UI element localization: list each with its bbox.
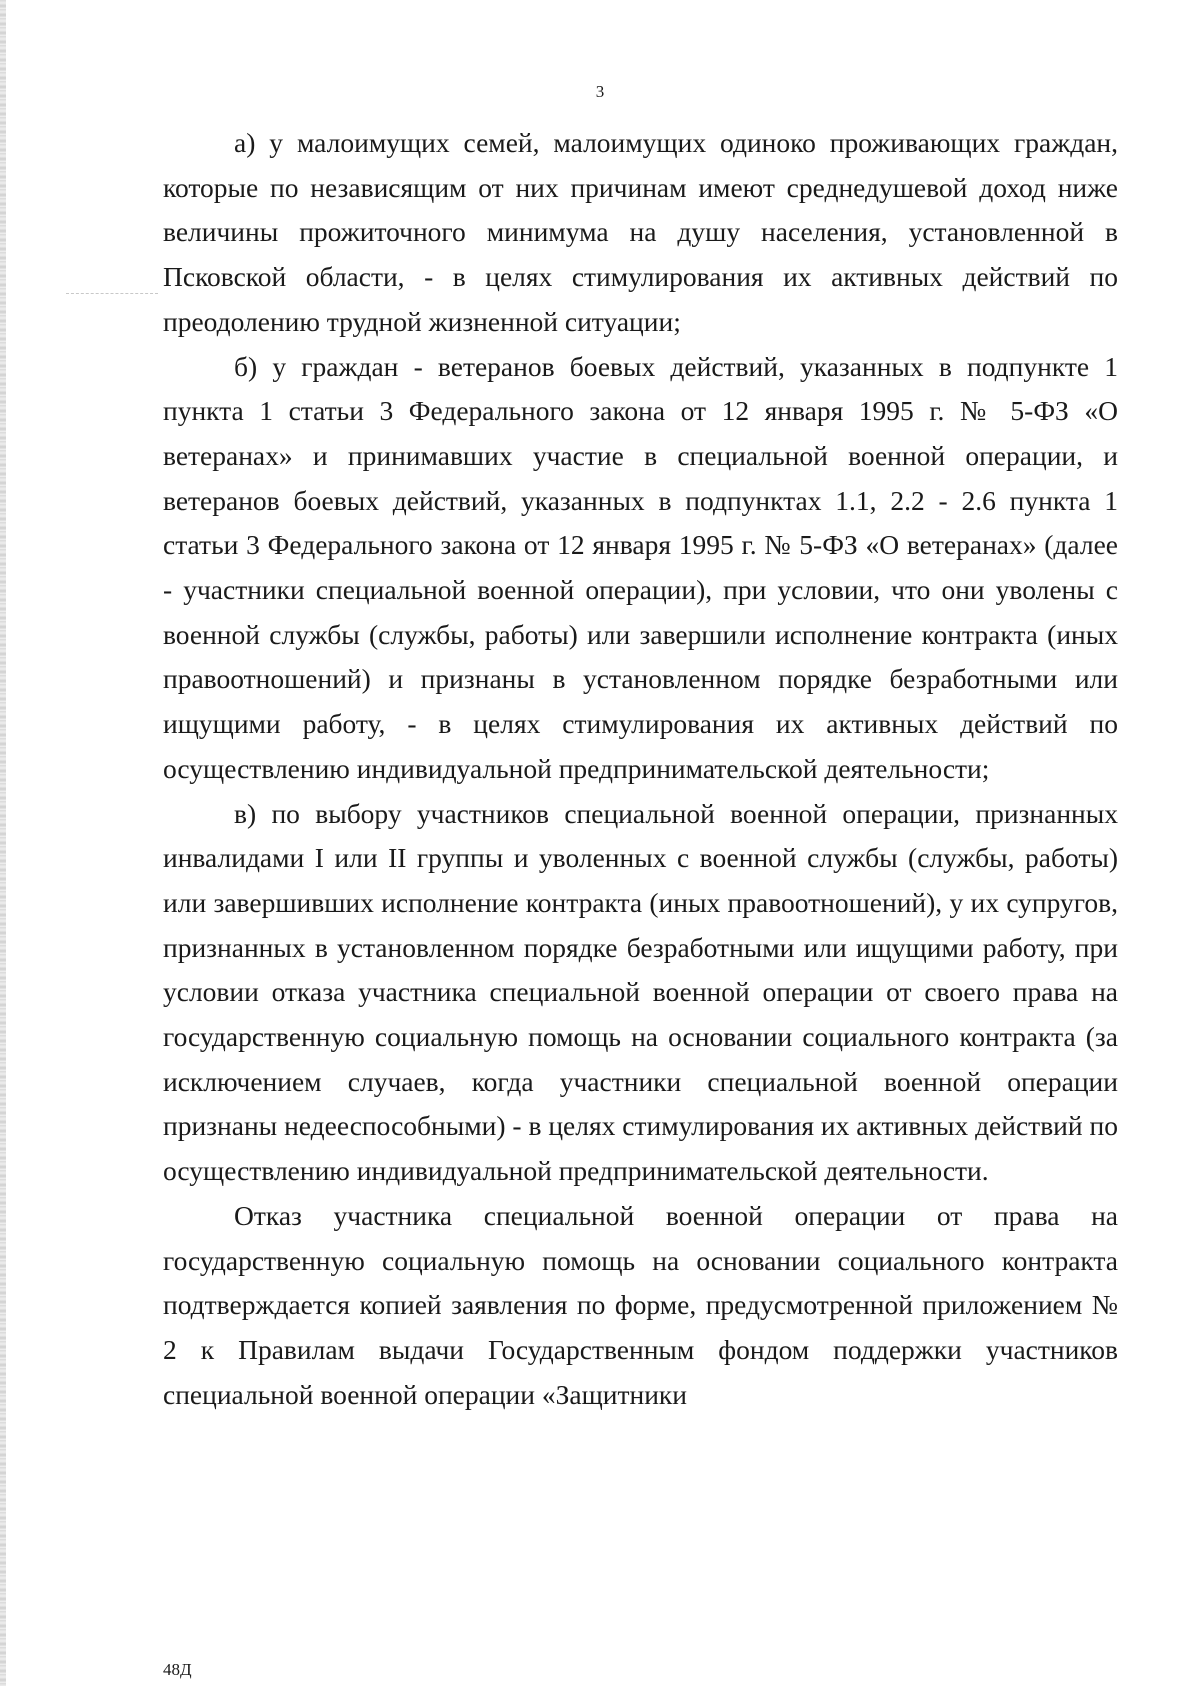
scan-artifact: [66, 293, 158, 295]
paragraph-b: б) у граждан - ветеранов боевых действий, указанных в подпункте 1 пункта 1 статьи 3 Федерального закона от 12 января 1995 г. № 5-ФЗ «О ветеранах» и принимавших участие в специальной военной операции, и ветеранов боевых действий, указанных в подпунктах 1.1, 2.2 - 2.6 пункта 1 статьи 3 Федерального закона от 12 января 1995 г. № 5-ФЗ «О ветеранах» (далее - участники специальной военной операции), при условии, что они уволены с военной службы (службы, работы) или завершили исполнение контракта (иных правоотношений) и признаны в установленном порядке безработными или ищущими работу, - в целях стимулирования их активных действий по осуществлению индивидуальной предпринимательской деятельности;: [163, 350, 1118, 784]
paragraph-v: в) по выбору участников специальной военной операции, признанных инвалидами I или II группы и уволенных с военной службы (службы, работы) или завершивших исполнение контракта (иных правоотношений), у их супругов, признанных в установленном порядке безработными или ищущими работу, при условии отказа участника специальной военной операции от своего права на государственную социальную помощь на основании социального контракта (за исключением случаев, когда участники специальной военной операции признаны недееспособными) - в целях стимулирования их активных действий по осуществлению индивидуальной предпринимательской деятельности.: [163, 797, 1118, 1187]
document-body: [163, 121, 1118, 1417]
scan-edge: [0, 0, 6, 1686]
paragraph-refusal: Отказ участника специальной военной операции от права на государственную социальную помощь на основании социального контракта подтверждается копией заявления по форме, предусмотренной приложением № 2 к Правилам выдачи Государственным фондом поддержки участников специальной военной операции «Защитники: [163, 1199, 1118, 1410]
paragraph-a: а) у малоимущих семей, малоимущих одиноко проживающих граждан, которые по независящим от них причинам имеют среднедушевой доход ниже величины прожиточного минимума на душу населения, установленной в Псковской области, - в целях стимулирования их активных действий по преодолению трудной жизненной ситуации;: [163, 127, 1118, 337]
page-number: 3: [595, 82, 605, 101]
document-code: 48Д: [163, 1660, 192, 1679]
